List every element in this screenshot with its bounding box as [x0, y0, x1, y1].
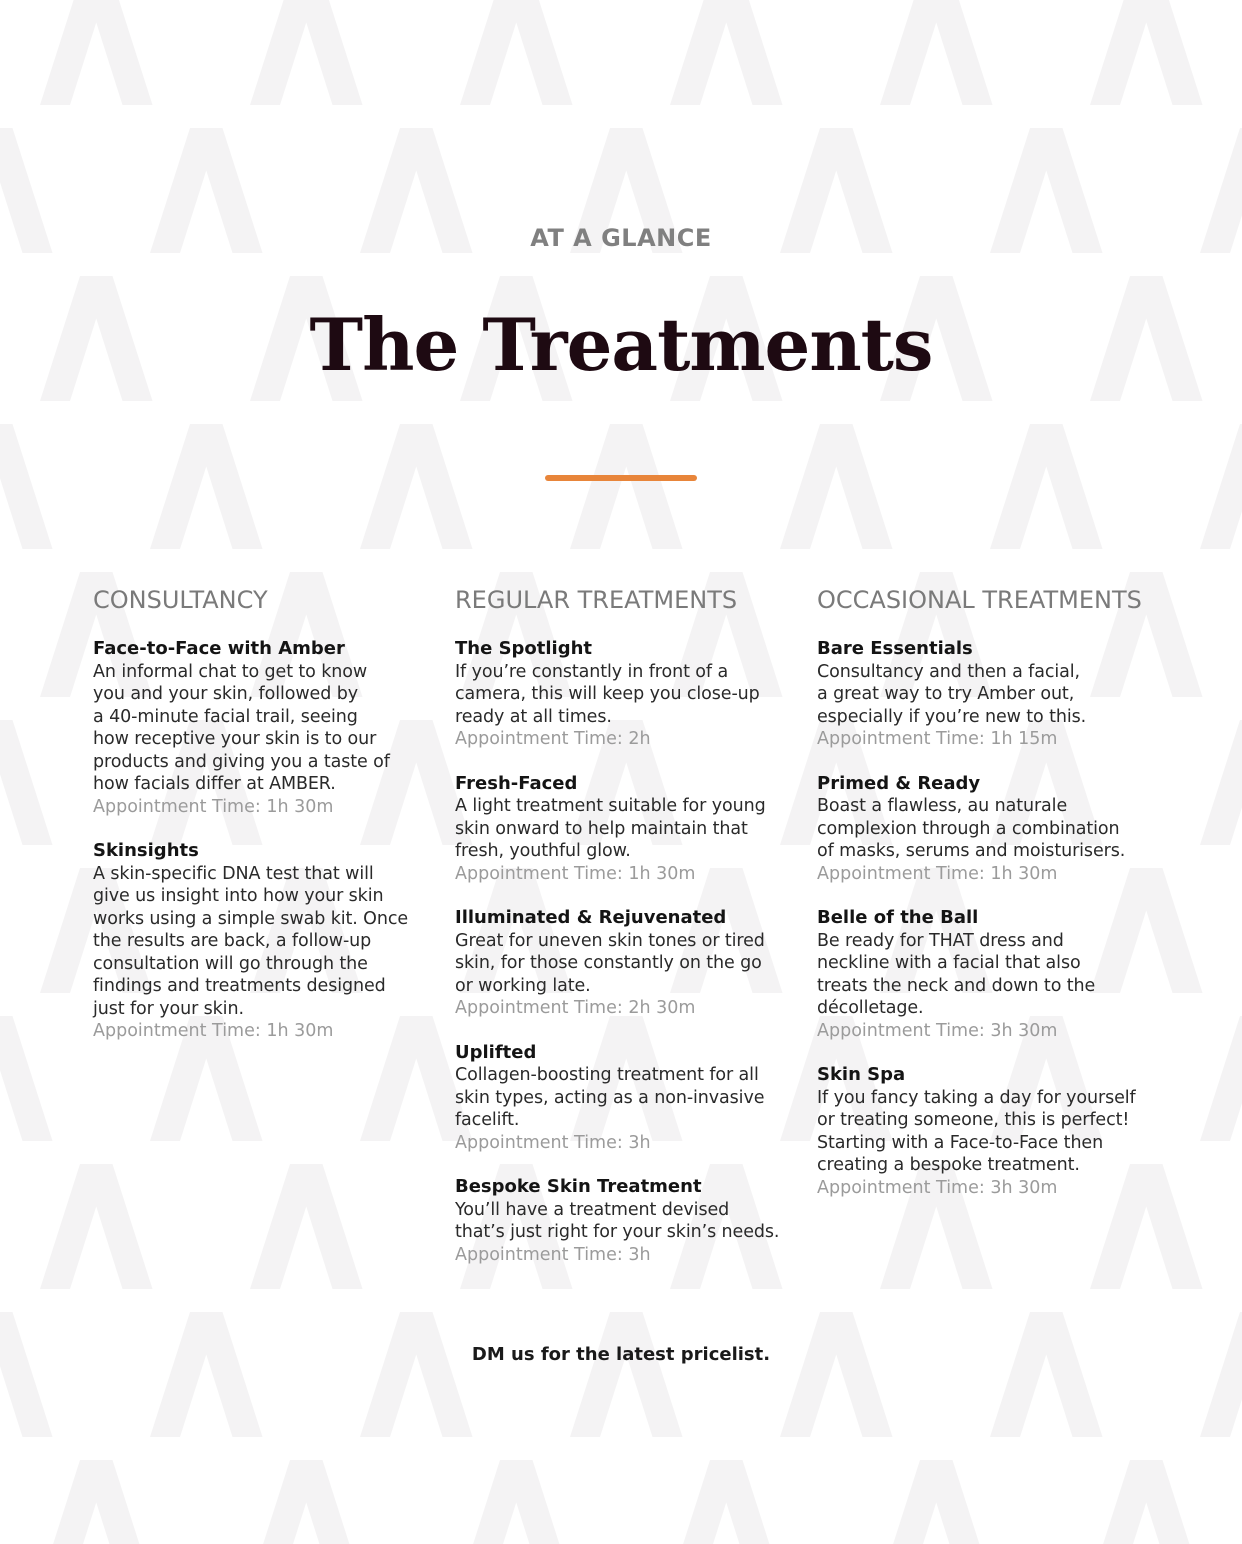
treatment-item: [455, 1176, 795, 1266]
appointment-time: Appointment Time: 3h: [455, 1244, 651, 1265]
treatment-description: Be ready for THAT dress and neckline with a facial that also treats the neck and down to the décolletage.: [817, 930, 1096, 1018]
accent-divider: [545, 475, 697, 481]
treatment-description: Boast a flawless, au naturale complexion through a combination of masks, serums and moisturisers.: [817, 796, 1126, 861]
treatment-name: Fresh-Faced: [455, 772, 578, 794]
column-occasional-treatments: [817, 584, 1157, 1221]
treatment-description: An informal chat to get to know you and your skin, followed by a 40-minute facial trail, seeing how receptive your skin is to our products and giving you a taste of how facials differ at AMBER.: [93, 661, 390, 794]
treatment-name: The Spotlight: [455, 638, 593, 659]
column-heading: REGULAR TREATMENTS: [455, 586, 738, 614]
treatment-item: [455, 773, 795, 886]
column-heading: OCCASIONAL TREATMENTS: [817, 586, 1142, 614]
treatment-item: [817, 1064, 1157, 1199]
treatment-description: If you’re constantly in front of a camera, this will keep you close-up ready at all times.: [455, 661, 760, 727]
appointment-time: Appointment Time: 3h: [455, 1132, 651, 1153]
treatment-item: [455, 1042, 795, 1155]
appointment-time: Appointment Time: 2h: [455, 729, 651, 749]
appointment-time: Appointment Time: 1h 15m: [817, 729, 1058, 749]
treatment-description: A skin-specific DNA test that will give us insight into how your skin works using a simple swab kit. Once the results are back, a follow-up consultation will go through the findings and treatments designed just for your skin.: [93, 863, 409, 1019]
treatment-item: [455, 638, 795, 751]
treatment-description: Great for uneven skin tones or tired skin, for those constantly on the go or working late.: [455, 930, 765, 996]
treatment-name: Belle of the Ball: [817, 907, 979, 928]
pricelist-note: DM us for the latest pricelist.: [471, 1344, 771, 1365]
column-regular-treatments: [455, 584, 795, 1288]
treatment-name: Bare Essentials: [817, 638, 973, 659]
column-consultancy: [93, 584, 433, 1065]
treatment-description: Consultancy and then a facial, a great way to try Amber out, especially if you’re new to this.: [817, 661, 1087, 727]
treatment-name: Skinsights: [93, 840, 199, 861]
treatment-name: Bespoke Skin Treatment: [455, 1176, 702, 1197]
appointment-time: Appointment Time: 3h 30m: [817, 1020, 1058, 1041]
treatment-name: Illuminated & Rejuvenated: [455, 907, 727, 928]
appointment-time: Appointment Time: 1h 30m: [455, 863, 696, 884]
treatment-description: A light treatment suitable for young skin onward to help maintain that fresh, youthful glow.: [455, 796, 766, 861]
appointment-time: Appointment Time: 1h 30m: [817, 863, 1058, 884]
treatment-name: Primed & Ready: [817, 772, 981, 794]
section-kicker: AT A GLANCE: [530, 224, 712, 252]
appointment-time: Appointment Time: 2h 30m: [455, 998, 696, 1018]
treatment-item: [93, 638, 433, 818]
treatment-item: [455, 907, 795, 1020]
treatment-name: Skin Spa: [817, 1064, 906, 1085]
treatment-name: Uplifted: [455, 1041, 537, 1063]
treatment-description: You’ll have a treatment devised that’s just right for your skin’s needs.: [455, 1199, 780, 1242]
column-heading: CONSULTANCY: [93, 586, 268, 614]
treatment-item: [93, 840, 433, 1043]
page-title: The Treatments: [309, 302, 933, 387]
treatment-item: [817, 907, 1157, 1042]
treatment-name: Face-to-Face with Amber: [93, 638, 345, 659]
treatment-description: Collagen-boosting treatment for all skin types, acting as a non-invasive facelift.: [455, 1065, 765, 1130]
appointment-time: Appointment Time: 3h 30m: [817, 1177, 1058, 1198]
appointment-time: Appointment Time: 1h 30m: [93, 1021, 334, 1041]
treatment-item: [817, 638, 1157, 751]
treatment-item: [817, 773, 1157, 886]
treatment-description: If you fancy taking a day for yourself or treating someone, this is perfect! Starting with a Face-to-Face then creating a bespoke treatment.: [817, 1087, 1136, 1175]
appointment-time: Appointment Time: 1h 30m: [93, 796, 334, 817]
